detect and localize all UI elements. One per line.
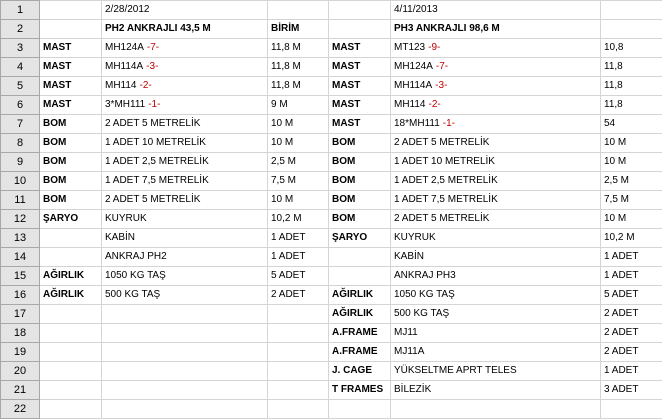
- cell-C1[interactable]: [268, 1, 329, 20]
- cell-B13[interactable]: [102, 229, 268, 248]
- cell-text: 1 ADET: [271, 251, 305, 262]
- cell-text: 10 M: [604, 137, 626, 148]
- cell-B8[interactable]: [102, 134, 268, 153]
- cell-A5[interactable]: [40, 77, 102, 96]
- row-header[interactable]: 16: [1, 286, 40, 305]
- cell-F15[interactable]: [601, 267, 662, 286]
- cell-text: 10 M: [604, 156, 626, 167]
- cell-B16[interactable]: [102, 286, 268, 305]
- cell-E16[interactable]: [391, 286, 601, 305]
- cell-C15[interactable]: [268, 267, 329, 286]
- cell-F13[interactable]: [601, 229, 662, 248]
- cell-E21[interactable]: [391, 381, 601, 400]
- cell-text: 5 ADET: [271, 270, 305, 281]
- cell-F18[interactable]: [601, 324, 662, 343]
- cell-A2[interactable]: [40, 20, 102, 39]
- cell-C13[interactable]: [268, 229, 329, 248]
- cell-text: MAST: [43, 42, 71, 53]
- cell-text: 2 ADET: [271, 289, 305, 300]
- cell-text: BİRİM: [271, 23, 299, 34]
- cell-C16[interactable]: [268, 286, 329, 305]
- cell-A21[interactable]: [40, 381, 102, 400]
- sheet-row: [1, 400, 662, 419]
- cell-C8[interactable]: [268, 134, 329, 153]
- cell-F16[interactable]: [601, 286, 662, 305]
- cell-F4[interactable]: [601, 58, 662, 77]
- cell-C6[interactable]: [268, 96, 329, 115]
- cell-B21[interactable]: [102, 381, 268, 400]
- cell-text: 10 M: [271, 137, 293, 148]
- cell-E11[interactable]: [391, 191, 601, 210]
- grid-body: [1, 1, 662, 419]
- cell-B3[interactable]: [102, 39, 268, 58]
- cell-E9[interactable]: [391, 153, 601, 172]
- cell-A13[interactable]: [40, 229, 102, 248]
- cell-F19[interactable]: [601, 343, 662, 362]
- cell-text: BOM: [43, 156, 66, 167]
- cell-E20[interactable]: [391, 362, 601, 381]
- cell-E18[interactable]: [391, 324, 601, 343]
- cell-text: 11,8 M: [271, 42, 301, 53]
- cell-B12[interactable]: [102, 210, 268, 229]
- cell-D12[interactable]: [329, 210, 391, 229]
- cell-E5[interactable]: [391, 77, 601, 96]
- cell-D19[interactable]: [329, 343, 391, 362]
- cell-text: 2 ADET: [604, 346, 638, 357]
- cell-text: 4/11/2013: [394, 4, 438, 15]
- cell-F21[interactable]: [601, 381, 662, 400]
- cell-F9[interactable]: [601, 153, 662, 172]
- cell-text: 2 ADET 5 METRELİK: [105, 118, 200, 129]
- sheet-row: [1, 77, 662, 96]
- cell-F22[interactable]: [601, 400, 662, 419]
- cell-D15[interactable]: [329, 267, 391, 286]
- cell-text: 18*MH111: [394, 118, 440, 129]
- cell-text: MT123: [394, 42, 425, 53]
- cell-text: BOM: [43, 175, 66, 186]
- cell-B18[interactable]: [102, 324, 268, 343]
- cell-A8[interactable]: [40, 134, 102, 153]
- cell-text: 11,8: [604, 99, 623, 110]
- cell-D3[interactable]: [329, 39, 391, 58]
- sheet-row: [1, 381, 662, 400]
- cell-F14[interactable]: [601, 248, 662, 267]
- cell-text: 1 ADET: [604, 270, 638, 281]
- cell-E1[interactable]: [391, 1, 601, 20]
- cell-B20[interactable]: [102, 362, 268, 381]
- cell-text: 11,8 M: [271, 80, 301, 91]
- cell-red-annotation: -9-: [428, 42, 440, 53]
- cell-D11[interactable]: [329, 191, 391, 210]
- sheet-row: [1, 20, 662, 39]
- cell-F17[interactable]: [601, 305, 662, 324]
- cell-text: 2,5 M: [604, 175, 629, 186]
- cell-text: 2 ADET 5 METRELİK: [394, 213, 489, 224]
- row-header[interactable]: 14: [1, 248, 40, 267]
- cell-text: 2 ADET 5 METRELİK: [394, 137, 489, 148]
- cell-A17[interactable]: [40, 305, 102, 324]
- sheet-row: [1, 58, 662, 77]
- cell-C18[interactable]: [268, 324, 329, 343]
- cell-B7[interactable]: [102, 115, 268, 134]
- cell-red-annotation: -3-: [435, 80, 447, 91]
- cell-text: MAST: [332, 42, 360, 53]
- cell-B5[interactable]: [102, 77, 268, 96]
- row-header[interactable]: 5: [1, 77, 40, 96]
- cell-text: 500 KG TAŞ: [394, 308, 449, 319]
- cell-text: MJ11: [394, 327, 418, 338]
- cell-text: MAST: [332, 118, 360, 129]
- cell-text: AĞIRLIK: [332, 289, 373, 300]
- cell-E22[interactable]: [391, 400, 601, 419]
- cell-A6[interactable]: [40, 96, 102, 115]
- sheet-row: [1, 1, 662, 20]
- row-header[interactable]: 17: [1, 305, 40, 324]
- cell-text: BİLEZİK: [394, 384, 431, 395]
- cell-text: 7,5 M: [604, 194, 629, 205]
- sheet-row: [1, 267, 662, 286]
- cell-text: 2,5 M: [271, 156, 296, 167]
- cell-text: AĞIRLIK: [43, 289, 84, 300]
- cell-C5[interactable]: [268, 77, 329, 96]
- cell-D18[interactable]: [329, 324, 391, 343]
- cell-A15[interactable]: [40, 267, 102, 286]
- sheet-row: [1, 286, 662, 305]
- cell-text: 1 ADET: [271, 232, 305, 243]
- cell-E3[interactable]: [391, 39, 601, 58]
- cell-text: 7,5 M: [271, 175, 296, 186]
- cell-E6[interactable]: [391, 96, 601, 115]
- cell-text: BOM: [43, 137, 66, 148]
- row-header[interactable]: 3: [1, 39, 40, 58]
- cell-D10[interactable]: [329, 172, 391, 191]
- cell-text: BOM: [332, 137, 355, 148]
- cell-text: BOM: [332, 194, 355, 205]
- cell-text: 11,8: [604, 80, 623, 91]
- cell-B17[interactable]: [102, 305, 268, 324]
- cell-text: T FRAMES: [332, 384, 383, 395]
- cell-text: 3*MH111: [105, 99, 145, 110]
- cell-B11[interactable]: [102, 191, 268, 210]
- cell-text: MAST: [43, 61, 71, 72]
- cell-C19[interactable]: [268, 343, 329, 362]
- cell-text: KABİN: [394, 251, 424, 262]
- cell-text: 1050 KG TAŞ: [394, 289, 455, 300]
- cell-text: MAST: [332, 80, 360, 91]
- cell-D16[interactable]: [329, 286, 391, 305]
- cell-A16[interactable]: [40, 286, 102, 305]
- sheet-row: [1, 153, 662, 172]
- cell-A20[interactable]: [40, 362, 102, 381]
- cell-text: PH3 ANKRAJLI 98,6 M: [394, 23, 500, 34]
- cell-text: BOM: [332, 156, 355, 167]
- cell-D4[interactable]: [329, 58, 391, 77]
- cell-text: J. CAGE: [332, 365, 372, 376]
- cell-text: ANKRAJ PH3: [394, 270, 456, 281]
- row-header[interactable]: 9: [1, 153, 40, 172]
- cell-text: 10 M: [271, 118, 293, 129]
- row-header[interactable]: 11: [1, 191, 40, 210]
- cell-F8[interactable]: [601, 134, 662, 153]
- row-header[interactable]: 15: [1, 267, 40, 286]
- cell-A7[interactable]: [40, 115, 102, 134]
- cell-C11[interactable]: [268, 191, 329, 210]
- cell-B4[interactable]: [102, 58, 268, 77]
- cell-F5[interactable]: [601, 77, 662, 96]
- cell-red-annotation: -7-: [147, 42, 159, 53]
- cell-A4[interactable]: [40, 58, 102, 77]
- row-header[interactable]: 18: [1, 324, 40, 343]
- cell-A18[interactable]: [40, 324, 102, 343]
- cell-F20[interactable]: [601, 362, 662, 381]
- cell-red-annotation: -3-: [146, 61, 158, 72]
- sheet-row: [1, 343, 662, 362]
- cell-text: MAST: [43, 99, 71, 110]
- row-header[interactable]: 10: [1, 172, 40, 191]
- sheet-row: [1, 324, 662, 343]
- cell-D5[interactable]: [329, 77, 391, 96]
- row-header[interactable]: 22: [1, 400, 40, 419]
- cell-C21[interactable]: [268, 381, 329, 400]
- cell-text: A.FRAME: [332, 346, 378, 357]
- cell-E8[interactable]: [391, 134, 601, 153]
- cell-C4[interactable]: [268, 58, 329, 77]
- cell-B1[interactable]: [102, 1, 268, 20]
- cell-A1[interactable]: [40, 1, 102, 20]
- cell-D1[interactable]: [329, 1, 391, 20]
- cell-A10[interactable]: [40, 172, 102, 191]
- row-header[interactable]: 20: [1, 362, 40, 381]
- cell-text: MAST: [332, 61, 360, 72]
- cell-D7[interactable]: [329, 115, 391, 134]
- cell-text: 3 ADET: [604, 384, 638, 395]
- cell-C20[interactable]: [268, 362, 329, 381]
- cell-text: AĞIRLIK: [332, 308, 373, 319]
- cell-F2[interactable]: [601, 20, 662, 39]
- cell-text: 10,8: [604, 42, 623, 53]
- cell-C7[interactable]: [268, 115, 329, 134]
- cell-text: MH114A: [105, 61, 143, 72]
- cell-A14[interactable]: [40, 248, 102, 267]
- cell-E15[interactable]: [391, 267, 601, 286]
- cell-text: MH114: [394, 99, 426, 110]
- cell-A3[interactable]: [40, 39, 102, 58]
- row-header[interactable]: 2: [1, 20, 40, 39]
- cell-text: 11,8: [604, 61, 623, 72]
- cell-D14[interactable]: [329, 248, 391, 267]
- cell-F6[interactable]: [601, 96, 662, 115]
- cell-D22[interactable]: [329, 400, 391, 419]
- cell-C12[interactable]: [268, 210, 329, 229]
- sheet-row: [1, 134, 662, 153]
- cell-text: 2/28/2012: [105, 4, 150, 15]
- cell-text: 9 M: [271, 99, 288, 110]
- sheet-row: [1, 210, 662, 229]
- cell-F3[interactable]: [601, 39, 662, 58]
- sheet-row: [1, 191, 662, 210]
- cell-text: KABİN: [105, 232, 135, 243]
- cell-E14[interactable]: [391, 248, 601, 267]
- row-header[interactable]: 6: [1, 96, 40, 115]
- cell-text: 10,2 M: [271, 213, 302, 224]
- cell-text: 10 M: [604, 213, 626, 224]
- cell-B2[interactable]: [102, 20, 268, 39]
- cell-B9[interactable]: [102, 153, 268, 172]
- cell-text: PH2 ANKRAJLI 43,5 M: [105, 23, 211, 34]
- cell-B14[interactable]: [102, 248, 268, 267]
- cell-text: MH114: [105, 80, 137, 91]
- cell-B6[interactable]: [102, 96, 268, 115]
- cell-text: YÜKSELTME APRT TELES: [394, 365, 517, 376]
- cell-B10[interactable]: [102, 172, 268, 191]
- cell-E17[interactable]: [391, 305, 601, 324]
- cell-text: BOM: [43, 194, 66, 205]
- cell-A19[interactable]: [40, 343, 102, 362]
- cell-red-annotation: -2-: [140, 80, 152, 91]
- cell-text: 1 ADET 7,5 METRELİK: [394, 194, 498, 205]
- row-header[interactable]: 21: [1, 381, 40, 400]
- cell-D21[interactable]: [329, 381, 391, 400]
- row-header[interactable]: 8: [1, 134, 40, 153]
- cell-D13[interactable]: [329, 229, 391, 248]
- cell-text: 1050 KG TAŞ: [105, 270, 166, 281]
- cell-text: 5 ADET: [604, 289, 638, 300]
- cell-text: BOM: [43, 118, 66, 129]
- cell-red-annotation: -7-: [436, 61, 448, 72]
- row-header[interactable]: 13: [1, 229, 40, 248]
- sheet-row: [1, 248, 662, 267]
- cell-text: ANKRAJ PH2: [105, 251, 167, 262]
- cell-text: 1 ADET: [604, 365, 638, 376]
- cell-A11[interactable]: [40, 191, 102, 210]
- cell-B15[interactable]: [102, 267, 268, 286]
- cell-C3[interactable]: [268, 39, 329, 58]
- cell-text: 10 M: [271, 194, 293, 205]
- cell-E10[interactable]: [391, 172, 601, 191]
- cell-text: 2 ADET: [604, 327, 638, 338]
- cell-red-annotation: -2-: [429, 99, 441, 110]
- cell-A12[interactable]: [40, 210, 102, 229]
- cell-text: AĞIRLIK: [43, 270, 84, 281]
- sheet-row: [1, 39, 662, 58]
- sheet-row: [1, 362, 662, 381]
- cell-text: 1 ADET 7,5 METRELİK: [105, 175, 209, 186]
- cell-red-annotation: -1-: [443, 118, 455, 129]
- sheet-row: [1, 96, 662, 115]
- cell-E13[interactable]: [391, 229, 601, 248]
- cell-text: MAST: [332, 99, 360, 110]
- cell-E2[interactable]: [391, 20, 601, 39]
- cell-F11[interactable]: [601, 191, 662, 210]
- cell-F1[interactable]: [601, 1, 662, 20]
- cell-C10[interactable]: [268, 172, 329, 191]
- row-header[interactable]: 4: [1, 58, 40, 77]
- cell-C2[interactable]: [268, 20, 329, 39]
- cell-text: A.FRAME: [332, 327, 378, 338]
- cell-C22[interactable]: [268, 400, 329, 419]
- cell-D8[interactable]: [329, 134, 391, 153]
- cell-F7[interactable]: [601, 115, 662, 134]
- cell-red-annotation: -1-: [148, 99, 160, 110]
- cell-text: 1 ADET 10 METRELİK: [394, 156, 495, 167]
- cell-E7[interactable]: [391, 115, 601, 134]
- cell-text: 500 KG TAŞ: [105, 289, 160, 300]
- cell-text: 54: [604, 118, 615, 129]
- cell-text: ŞARYO: [43, 213, 78, 224]
- cell-text: MJ11A: [394, 346, 424, 357]
- sheet-row: [1, 305, 662, 324]
- cell-text: 2 ADET 5 METRELİK: [105, 194, 200, 205]
- cell-text: BOM: [332, 213, 355, 224]
- cell-text: 11,8 M: [271, 61, 301, 72]
- cell-D17[interactable]: [329, 305, 391, 324]
- cell-D9[interactable]: [329, 153, 391, 172]
- cell-E12[interactable]: [391, 210, 601, 229]
- cell-text: 1 ADET: [604, 251, 638, 262]
- cell-text: MAST: [43, 80, 71, 91]
- cell-A9[interactable]: [40, 153, 102, 172]
- sheet-row: [1, 172, 662, 191]
- cell-D2[interactable]: [329, 20, 391, 39]
- cell-E19[interactable]: [391, 343, 601, 362]
- cell-text: 1 ADET 10 METRELİK: [105, 137, 206, 148]
- row-header[interactable]: 1: [1, 1, 40, 20]
- cell-E4[interactable]: [391, 58, 601, 77]
- cell-text: MH124A: [394, 61, 433, 72]
- row-header[interactable]: 12: [1, 210, 40, 229]
- cell-A22[interactable]: [40, 400, 102, 419]
- cell-text: MH114A: [394, 80, 432, 91]
- cell-B19[interactable]: [102, 343, 268, 362]
- cell-text: KUYRUK: [394, 232, 436, 243]
- cell-D20[interactable]: [329, 362, 391, 381]
- cell-text: BOM: [332, 175, 355, 186]
- cell-text: MH124A: [105, 42, 144, 53]
- cell-text: 2 ADET: [604, 308, 638, 319]
- cell-D6[interactable]: [329, 96, 391, 115]
- cell-C14[interactable]: [268, 248, 329, 267]
- cell-text: 1 ADET 2,5 METRELİK: [394, 175, 498, 186]
- cell-B22[interactable]: [102, 400, 268, 419]
- row-header[interactable]: 7: [1, 115, 40, 134]
- cell-F12[interactable]: [601, 210, 662, 229]
- cell-text: ŞARYO: [332, 232, 367, 243]
- cell-C9[interactable]: [268, 153, 329, 172]
- sheet-row: [1, 115, 662, 134]
- cell-text: KUYRUK: [105, 213, 147, 224]
- cell-text: 10,2 M: [604, 232, 635, 243]
- cell-C17[interactable]: [268, 305, 329, 324]
- row-header[interactable]: 19: [1, 343, 40, 362]
- cell-text: 1 ADET 2,5 METRELİK: [105, 156, 209, 167]
- cell-F10[interactable]: [601, 172, 662, 191]
- sheet-row: [1, 229, 662, 248]
